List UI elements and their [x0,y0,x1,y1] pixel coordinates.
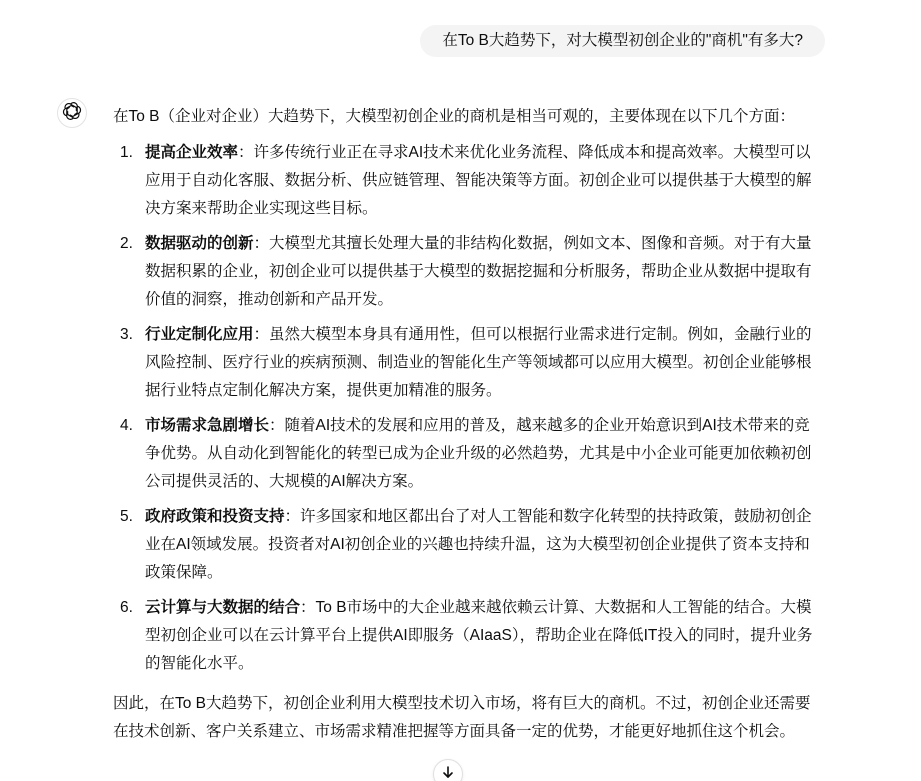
list-item-body: ：随着AI技术的发展和应用的普及，越来越多的企业开始意识到AI技术带来的竞争优势。从自动化到智能化的转型已成为企业升级的必然趋势，尤其是中小企业可能更加依赖初创公司提供灵活的、大规模的AI解决方案。 [145,417,812,490]
list-item-body: ：许多国家和地区都出台了对人工智能和数字化转型的扶持政策，鼓励初创企业在AI领域发展。投资者对AI初创企业的兴趣也持续升温，这为大模型初创企业提供了资本支持和政策保障。 [145,508,812,581]
user-message-text: 在To B大趋势下，对大模型初创企业的"商机"有多大? [442,32,803,49]
list-item-title: 行业定制化应用 [145,326,254,343]
list-item-title: 政府政策和投资支持 [145,508,285,525]
list-item-title: 市场需求急剧增长 [145,417,270,434]
list-item-title: 数据驱动的创新 [145,235,254,252]
list-item-body: ：To B市场中的大企业越来越依赖云计算、大数据和人工智能的结合。大模型初创企业可以在云计算平台上提供AI即服务（AIaaS），帮助企业在降低IT投入的同时，提升业务的智能化水平。 [145,599,813,672]
list-item-number: 4. [120,417,133,434]
scroll-to-bottom-button[interactable] [433,759,463,781]
list-item-number: 1. [120,144,133,161]
list-item-number: 2. [120,235,133,252]
list-item [113,230,825,314]
list-item-title: 提高企业效率 [145,144,239,161]
user-message-bubble [420,25,825,57]
list-item-number: 3. [120,326,133,343]
list-item [113,139,825,223]
list-item-body: ：虽然大模型本身具有通用性，但可以根据行业需求进行定制。例如，金融行业的风险控制、医疗行业的疾病预测、制造业的智能化生产等领域都可以应用大模型。初创企业能够根据行业特点定制化解决方案，提供更加精准的服务。 [145,326,812,399]
openai-logo-icon [62,101,82,126]
answer-point-list [113,139,825,678]
assistant-avatar [57,98,87,128]
assistant-intro: 在To B（企业对企业）大趋势下，大模型初创企业的商机是相当可观的，主要体现在以下几个方面： [113,108,796,125]
list-item-body: ：许多传统行业正在寻求AI技术来优化业务流程、降低成本和提高效率。大模型可以应用于自动化客服、数据分析、供应链管理、智能决策等方面。初创企业可以提供基于大模型的解决方案来帮助企业实现这些目标。 [145,144,812,217]
list-item-body: ：大模型尤其擅长处理大量的非结构化数据，例如文本、图像和音频。对于有大量数据积累的企业，初创企业可以提供基于大模型的数据挖掘和分析服务，帮助企业从数据中提取有价值的洞察，推动创新和产品开发。 [145,235,812,308]
list-item-title: 云计算与大数据的结合 [145,599,301,616]
list-item [113,412,825,496]
list-item-number: 5. [120,508,133,525]
list-item [113,321,825,405]
assistant-conclusion: 因此，在To B大趋势下，初创企业利用大模型技术切入市场，将有巨大的商机。不过，初创企业还需要在技术创新、客户关系建立、市场需求精准把握等方面具备一定的优势，才能更好地抓住这个机会。 [113,695,811,740]
list-item [113,594,825,678]
list-item-number: 6. [120,599,133,616]
assistant-message [113,103,825,746]
list-item [113,503,825,587]
arrow-down-icon [441,765,455,781]
